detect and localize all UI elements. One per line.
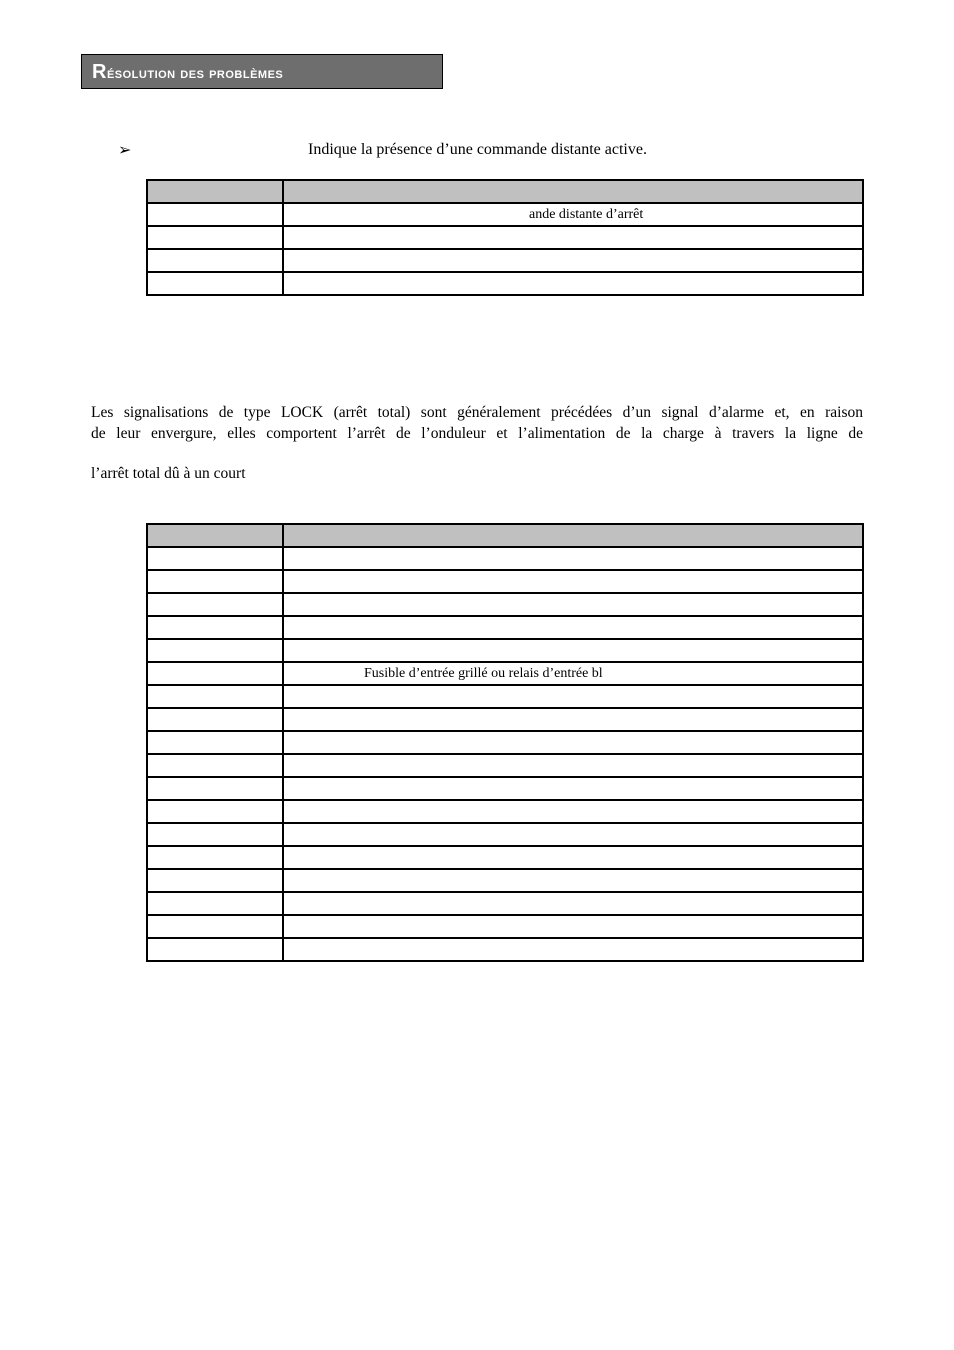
table-cell [147,226,283,249]
table-row [147,593,863,616]
table-cell [147,524,283,547]
table-row [147,272,863,295]
table-cell [283,616,863,639]
table-cell [147,892,283,915]
table-row [147,708,863,731]
table-row [147,869,863,892]
table-cell: Fusible d’entrée grillé ou relais d’entrée bl [283,662,863,685]
table-row [147,662,863,685]
table-cell [283,593,863,616]
table-cell [147,616,283,639]
table-cell [283,547,863,570]
table-cell [147,823,283,846]
table-row [147,616,863,639]
table-cell: ande distante d’arrêt [283,203,863,226]
table-cell [147,754,283,777]
table-cell [147,272,283,295]
table-header-row [147,180,863,203]
lock-paragraph-line-2: de leur envergure, elles comportent l’arrêt de l’onduleur et l’alimentation de la charge à travers la ligne de [91,425,863,442]
table-cell [147,249,283,272]
table-cell [283,938,863,961]
table-cell [283,570,863,593]
table-cell [283,685,863,708]
table-row [147,892,863,915]
table-cell [283,777,863,800]
table-cell [147,800,283,823]
lock-paragraph-line-1: Les signalisations de type LOCK (arrêt total) sont généralement précédées d’un signal d’alarme et, en raison [91,404,863,421]
table-cell [147,777,283,800]
table-row [147,846,863,869]
table-cell [283,524,863,547]
table-row [147,547,863,570]
table-cell [283,915,863,938]
table-cell [147,685,283,708]
table-cell [283,731,863,754]
table-row [147,639,863,662]
table-cell [147,846,283,869]
table-cell [147,662,283,685]
table-row [147,823,863,846]
table-row [147,731,863,754]
table-cell [147,869,283,892]
table-cell [283,823,863,846]
table-cell [283,226,863,249]
lock-paragraph-line-3: l’arrêt total dû à un court [91,465,246,482]
table-cell [147,180,283,203]
table-row [147,800,863,823]
table-row [147,226,863,249]
table-row [147,249,863,272]
table-cell [283,708,863,731]
table-cell [147,708,283,731]
table-cell [147,593,283,616]
table-cell [147,731,283,754]
table-cell [283,800,863,823]
table-cell [147,570,283,593]
table-cell [283,180,863,203]
remote-command-table [146,179,864,296]
bullet-arrow-icon: ➢ [118,140,132,159]
table-cell [147,639,283,662]
table-header-row [147,524,863,547]
table-cell [283,846,863,869]
table-row [147,570,863,593]
bullet-description: Indique la présence d’une commande distante active. [308,141,647,158]
table-row [147,777,863,800]
lock-signals-table [146,523,864,962]
table-cell [283,639,863,662]
table-cell [283,754,863,777]
table-row [147,938,863,961]
table-row [147,685,863,708]
table-cell [283,892,863,915]
table-row [147,915,863,938]
table-cell [283,249,863,272]
table-cell [147,915,283,938]
table-row [147,203,863,226]
table-row [147,754,863,777]
table-cell [147,938,283,961]
table-cell [283,272,863,295]
table-cell [147,547,283,570]
table-cell [147,203,283,226]
table-cell [283,869,863,892]
section-title: Résolution des problèmes [81,54,443,89]
